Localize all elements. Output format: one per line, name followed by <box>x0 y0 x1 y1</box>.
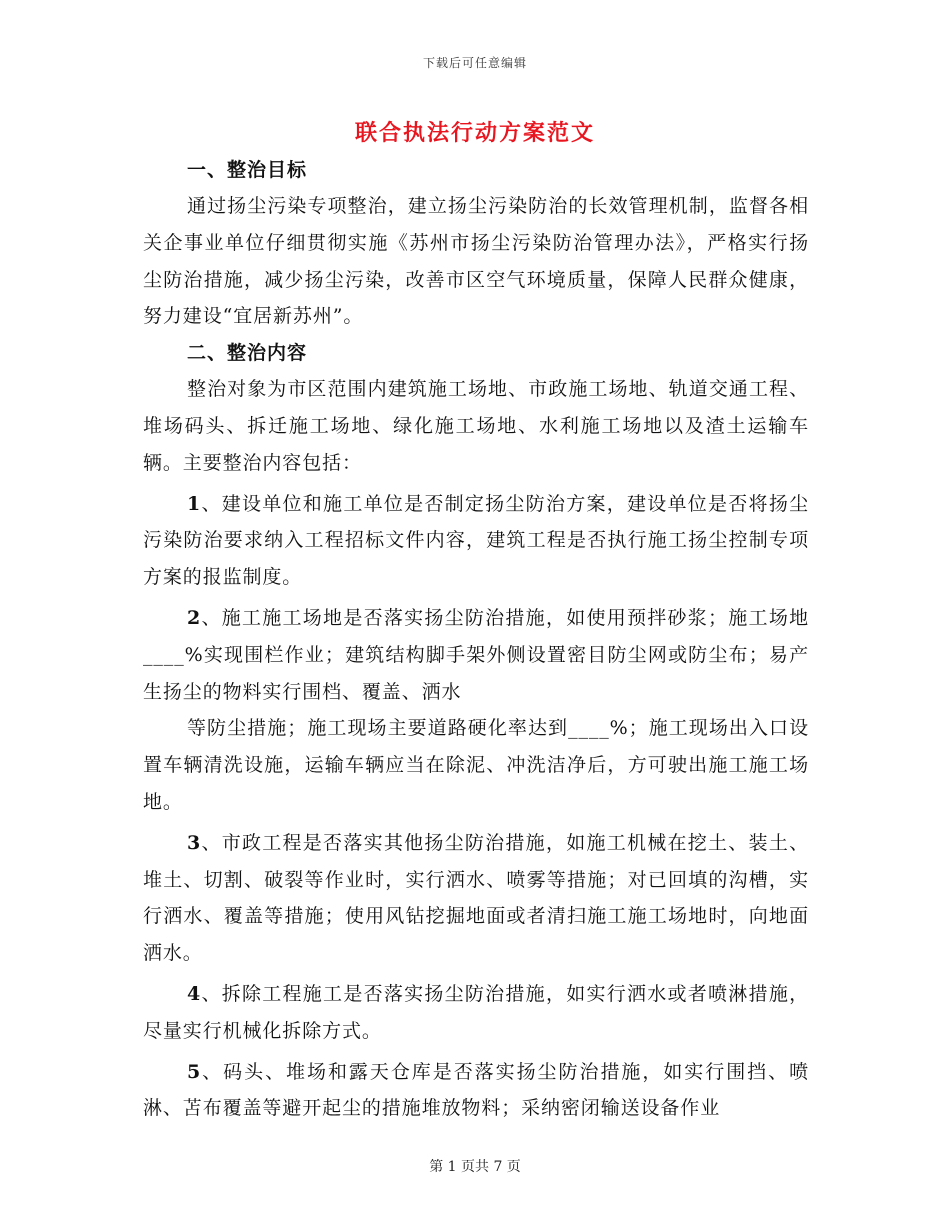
list-item-1 <box>143 486 809 596</box>
item-text: 、码头、堆场和露天仓库是否落实扬尘防治措施，如实行围挡、喷淋、苫布覆盖等避开起尘的措施堆放物料；采纳密闭输送设备作业 <box>143 1060 809 1120</box>
item-number: 5 <box>187 1060 202 1083</box>
document-body <box>143 152 809 1127</box>
paragraph-goals: 通过扬尘污染专项整治，建立扬尘污染防治的长效管理机制，监督各相关企事业单位仔细贯彻实施《苏州市扬尘污染防治管理办法》，严格实行扬尘防治措施，减少扬尘污染，改善市区空气环境质量，保障人民群众健康，努力建设“宜居新苏州”。 <box>143 195 809 328</box>
list-item-2-continued: 等防尘措施；施工现场主要道路硬化率达到____%；施工现场出入口设置车辆清洗设施，运输车辆应当在除泥、冲洗洁净后，方可驶出施工施工场地。 <box>143 717 809 813</box>
list-item-5 <box>143 1054 809 1128</box>
page-footer: 第 1 页共 7 页 <box>429 1159 521 1175</box>
paragraph-scope: 整治对象为市区范围内建筑施工场地、市政施工场地、轨道交通工程、堆场码头、拆迁施工场地、绿化施工场地、水利施工场地以及渣土运输车辆。主要整治内容包括： <box>143 378 809 474</box>
item-number: 1 <box>187 492 202 515</box>
document-title: 联合执法行动方案范文 <box>354 120 595 146</box>
list-item-2 <box>143 600 809 710</box>
section-heading-content: 二、整治内容 <box>187 342 308 365</box>
header-note: 下载后可任意编辑 <box>422 56 527 70</box>
item-number: 2 <box>187 606 202 629</box>
item-text: 、市政工程是否落实其他扬尘防治措施，如施工机械在挖土、装土、堆土、切割、破裂等作业时，实行洒水、喷雾等措施；对已回填的沟槽，实行洒水、覆盖等措施；使用风钻挖掘地面或者清扫施工施工场地时，向地面洒水。 <box>143 831 809 965</box>
list-item-4 <box>143 976 809 1050</box>
item-text: 、拆除工程施工是否落实扬尘防治措施，如实行洒水或者喷淋措施，尽量实行机械化拆除方式。 <box>143 982 809 1042</box>
item-text: 、施工施工场地是否落实扬尘防治措施，如使用预拌砂浆；施工场地____%实现围栏作业；建筑结构脚手架外侧设置密目防尘网或防尘布；易产生扬尘的物料实行围档、覆盖、洒水 <box>143 606 809 703</box>
list-item-3 <box>143 825 809 972</box>
item-text: 、建设单位和施工单位是否制定扬尘防治方案，建设单位是否将扬尘污染防治要求纳入工程招标文件内容，建筑工程是否执行施工扬尘控制专项方案的报监制度。 <box>143 492 809 589</box>
section-heading-goals: 一、整治目标 <box>187 159 308 181</box>
item-number: 4 <box>187 982 202 1005</box>
item-number: 3 <box>187 831 202 854</box>
